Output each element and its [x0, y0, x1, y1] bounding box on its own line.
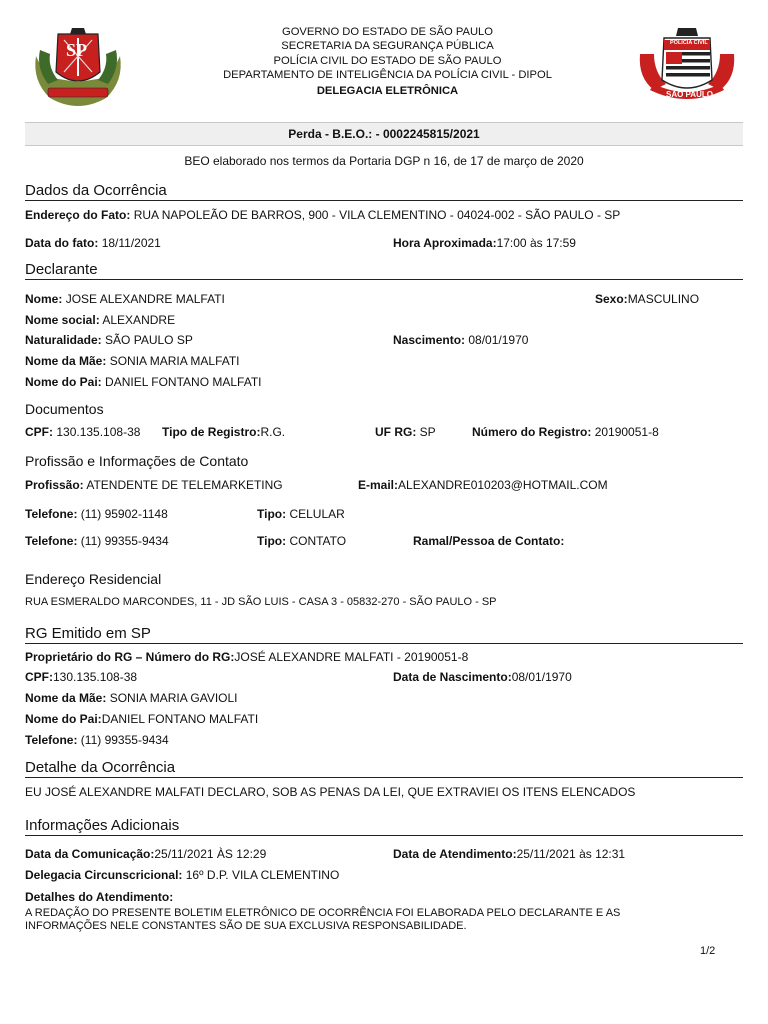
field-nascimento: Nascimento: 08/01/1970: [393, 333, 529, 347]
header-line-3: POLÍCIA CIVIL DO ESTADO DE SÃO PAULO: [273, 55, 502, 67]
field-endereco-fato: Endereço do Fato: RUA NAPOLEÃO DE BARROS, 900 - VILA CLEMENTINO - 04024-002 - SÃO PAULO - SP: [25, 208, 621, 222]
field-detalhe-texto: EU JOSÉ ALEXANDRE MALFATI DECLARO, SOB AS PENAS DA LEI, QUE EXTRAVIEI OS ITENS ELENCADOS: [25, 785, 636, 799]
section-heading-documentos: Documentos: [25, 401, 104, 417]
field-data-atendimento: Data de Atendimento:25/11/2021 às 12:31: [393, 847, 626, 861]
section-heading-rg: RG Emitido em SP: [25, 625, 151, 642]
section-heading-adicionais: Informações Adicionais: [25, 817, 180, 834]
field-hora: Hora Aproximada:17:00 às 17:59: [393, 236, 576, 250]
left-seal-text: SP: [66, 40, 88, 60]
field-endereco-residencial: RUA ESMERALDO MARCONDES, 11 - JD SÃO LUIS - CASA 3 - 05832-270 - SÃO PAULO - SP: [25, 596, 497, 608]
section-rule: [25, 200, 743, 201]
document-title-bar: [25, 122, 743, 146]
field-nome-social: Nome social: ALEXANDRE: [25, 313, 176, 327]
header-line-1: GOVERNO DO ESTADO DE SÃO PAULO: [282, 26, 493, 38]
field-detalhes-linha-2: INFORMAÇÕES NELE CONSTANTES SÃO DE SUA EXCLUSIVA RESPONSABILIDADE.: [25, 920, 467, 932]
field-telefone-1: Telefone: (11) 95902-1148: [25, 507, 168, 521]
header-line-5: DELEGACIA ELETRÔNICA: [316, 85, 459, 97]
section-heading-endereco: Endereço Residencial: [25, 571, 162, 587]
field-rg-cpf: CPF:130.135.108-38: [25, 670, 138, 684]
policia-civil-seal: [636, 24, 738, 108]
field-nome-mae: Nome da Mãe: SONIA MARIA MALFATI: [25, 354, 240, 368]
field-nome: Nome: JOSE ALEXANDRE MALFATI: [25, 292, 225, 306]
field-delegacia: Delegacia Circunscricional: 16º D.P. VILA CLEMENTINO: [25, 868, 340, 882]
field-detalhes-label: Detalhes do Atendimento:: [25, 890, 174, 904]
field-data-comunicacao: Data da Comunicação:25/11/2021 ÀS 12:29: [25, 847, 267, 861]
section-rule: [25, 835, 743, 836]
page-number: 1/2: [700, 945, 716, 957]
field-tipo-registro: Tipo de Registro:R.G.: [162, 425, 286, 439]
field-email: E-mail:ALEXANDRE010203@HOTMAIL.COM: [358, 478, 608, 492]
section-rule: [25, 279, 743, 280]
right-seal-banner-text: SÃO PAULO: [666, 90, 713, 99]
field-rg-pai: Nome do Pai:DANIEL FONTANO MALFATI: [25, 712, 259, 726]
field-nome-pai: Nome do Pai: DANIEL FONTANO MALFATI: [25, 375, 262, 389]
field-ramal: Ramal/Pessoa de Contato:: [413, 534, 565, 548]
section-rule: [25, 643, 743, 644]
field-numero-registro: Número do Registro: 20190051-8: [472, 425, 659, 439]
header-line-2: SECRETARIA DA SEGURANÇA PÚBLICA: [281, 40, 494, 52]
field-telefone-2: Telefone: (11) 99355-9434: [25, 534, 169, 548]
field-rg-nascimento: Data de Nascimento:08/01/1970: [393, 670, 572, 684]
field-tipo-telefone-1: Tipo: CELULAR: [257, 507, 345, 521]
field-profissao: Profissão: ATENDENTE DE TELEMARKETING: [25, 478, 283, 492]
field-tipo-telefone-2: Tipo: CONTATO: [257, 534, 347, 548]
section-heading-contato: Profissão e Informações de Contato: [25, 453, 249, 469]
field-sexo: Sexo:MASCULINO: [595, 292, 700, 306]
field-naturalidade: Naturalidade: SÃO PAULO SP: [25, 333, 193, 347]
field-data-fato: Data do fato: 18/11/2021: [25, 236, 161, 250]
field-cpf: CPF: 130.135.108-38: [25, 425, 141, 439]
field-proprietario-rg: Proprietário do RG – Número do RG:JOSÉ ALEXANDRE MALFATI - 20190051-8: [25, 650, 469, 664]
section-heading-detalhe: Detalhe da Ocorrência: [25, 759, 176, 776]
right-seal-top-text: POLÍCIA CIVIL: [670, 40, 708, 46]
document-subtitle: BEO elaborado nos termos da Portaria DGP n 16, de 17 de março de 2020: [184, 154, 584, 168]
section-heading-ocorrencia: Dados da Ocorrência: [25, 182, 167, 199]
section-heading-declarante: Declarante: [25, 261, 98, 278]
field-rg-telefone: Telefone: (11) 99355-9434: [25, 733, 169, 747]
field-uf-rg: UF RG: SP: [375, 425, 436, 439]
section-rule: [25, 777, 743, 778]
header-line-4: DEPARTAMENTO DE INTELIGÊNCIA DA POLÍCIA CIVIL - DIPOL: [223, 69, 552, 81]
field-rg-mae: Nome da Mãe: SONIA MARIA GAVIOLI: [25, 691, 238, 705]
sp-state-seal: [28, 26, 128, 108]
document-title: Perda - B.E.O.: - 0002245815/2021: [288, 127, 480, 141]
field-detalhes-linha-1: A REDAÇÃO DO PRESENTE BOLETIM ELETRÔNICO DE OCORRÊNCIA FOI ELABORADA PELO DECLARANTE E AS: [25, 907, 621, 919]
